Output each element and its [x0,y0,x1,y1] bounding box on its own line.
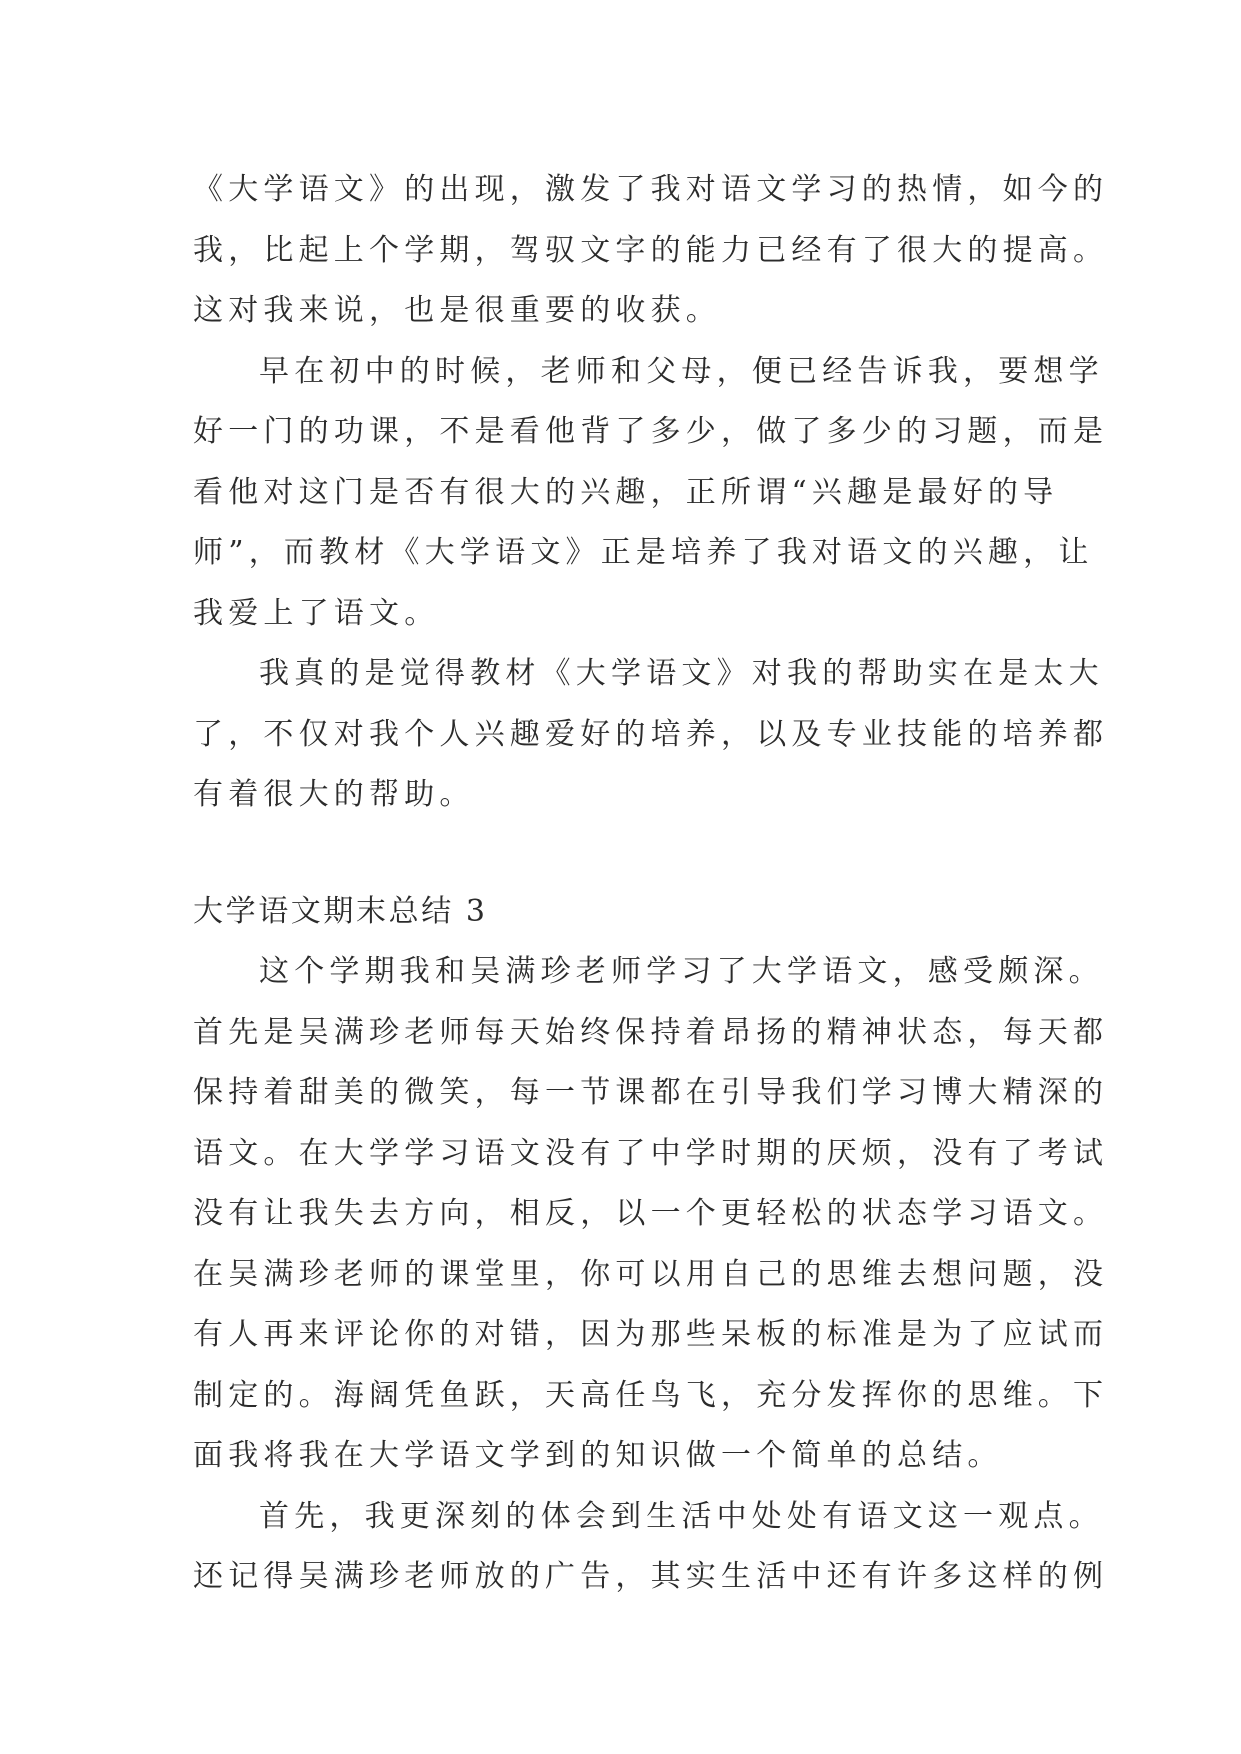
text-line: 有着很大的帮助。 [193,777,475,812]
text-line: 首先是吴满珍老师每天始终保持着昂扬的精神状态，每天都 [193,1014,1109,1050]
text-line: 师”，而教材《大学语文》正是培养了我对语文的兴趣，让 [193,535,1094,570]
text-line: 首先，我更深刻的体会到生活中处处有语文这一观点。 [259,1498,1104,1534]
text-line: 早在初中的时候，老师和父母，便已经告诉我，要想学 [259,353,1104,389]
text-line: 没有让我失去方向，相反，以一个更轻松的状态学习语文。 [193,1196,1109,1231]
text-line: 语文。在大学学习语文没有了中学时期的厌烦，没有了考试 [193,1135,1109,1171]
paragraph-2 [193,342,1109,645]
text-line: 还记得吴满珍老师放的广告，其实生活中还有许多这样的例 [193,1559,1109,1594]
text-line: 制定的。海阔凭鱼跃，天高任鸟飞，充分发挥你的思维。下 [193,1377,1109,1413]
text-line: 我真的是觉得教材《大学语文》对我的帮助实在是太大 [259,656,1104,691]
text-line: 好一门的功课，不是看他背了多少，做了多少的习题，而是 [193,414,1109,449]
text-line: 这个学期我和吴满珍老师学习了大学语文，感受颇深。 [259,954,1104,989]
section-heading: 大学语文期末总结 3 [193,893,488,929]
text-line: 我爱上了语文。 [193,595,440,631]
document-body [193,160,1109,1608]
text-line: 保持着甜美的微笑，每一节课都在引导我们学习博大精深的 [193,1075,1109,1110]
text-line: 在吴满珍老师的课堂里，你可以用自己的思维去想问题，没 [193,1256,1109,1292]
paragraph-4 [193,942,1109,1487]
text-line: 看他对这门是否有很大的兴趣，正所谓“兴趣是最好的导 [193,474,1059,510]
section-spacer [193,826,1063,882]
text-line: 我，比起上个学期，驾驭文字的能力已经有了很大的提高。 [193,232,1109,268]
text-line: 了，不仅对我个人兴趣爱好的培养，以及专业技能的培养都 [193,716,1109,752]
text-line: 《大学语文》的出现，激发了我对语文学习的热情，如今的 [193,172,1109,207]
paragraph-3 [193,644,1109,826]
intro-paragraph [193,160,1109,342]
text-line: 这对我来说，也是很重要的收获。 [193,293,721,328]
text-line: 面我将我在大学语文学到的知识做一个简单的总结。 [193,1438,1003,1473]
paragraph-5 [193,1487,1109,1608]
text-line: 有人再来评论你的对错，因为那些呆板的标准是为了应试而 [193,1317,1109,1352]
